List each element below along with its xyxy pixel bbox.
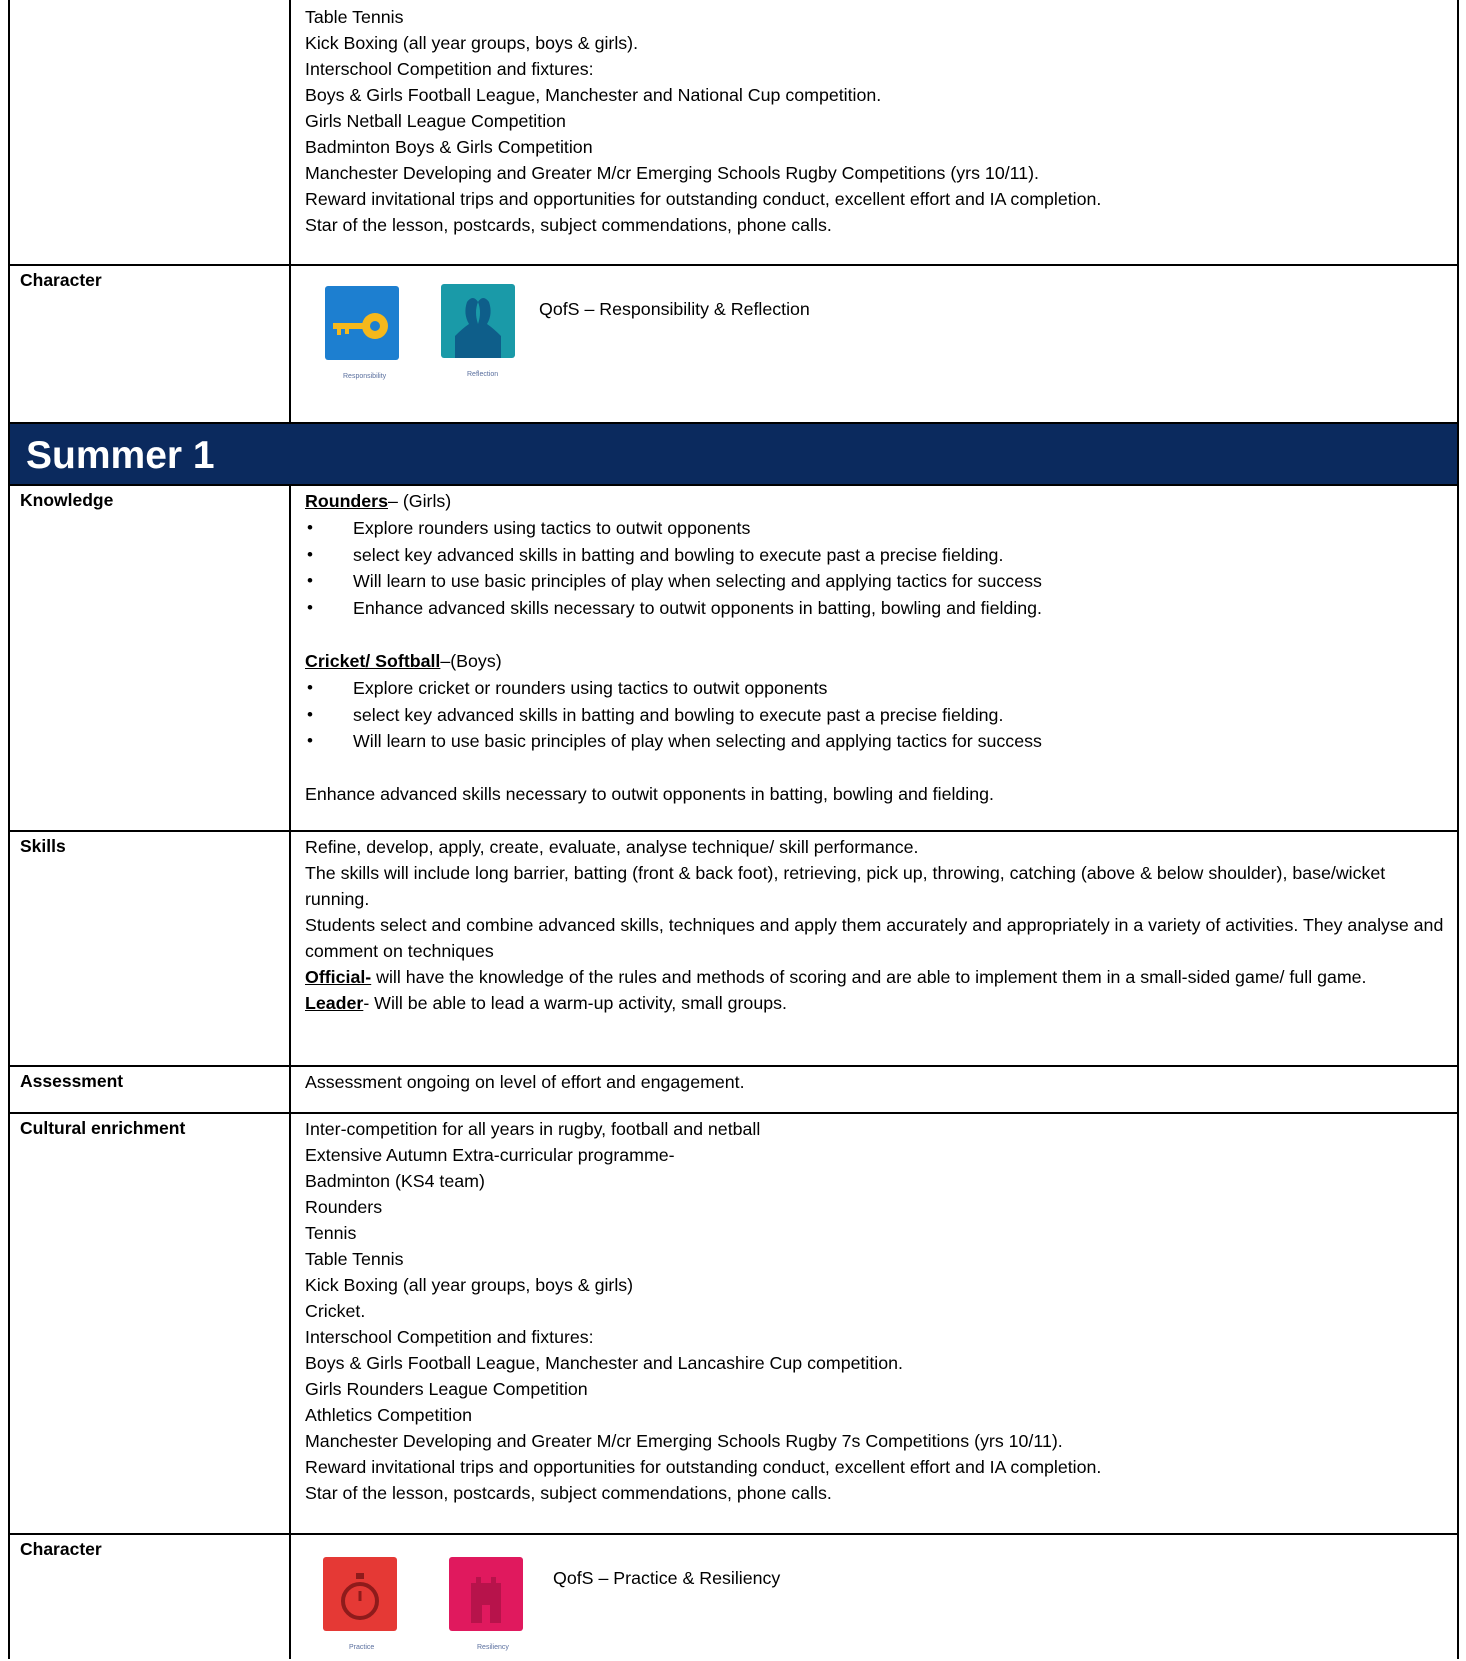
list-item: • Explore rounders using tactics to outwit opponents <box>305 515 1445 542</box>
icon-caption: Practice <box>349 1644 375 1651</box>
list-item: Tennis <box>305 1223 357 1243</box>
cricket-suffix: –(Boys) <box>440 650 502 671</box>
spacer <box>305 755 1445 781</box>
rounders-title: Rounders <box>305 491 388 511</box>
rounders-bullets <box>305 515 1445 622</box>
list-item: Star of the lesson, postcards, subject commendations, phone calls. <box>305 215 832 235</box>
cultural-content <box>291 1114 1457 1533</box>
list-item: • Will learn to use basic principles of play when selecting and applying tactics for success <box>305 568 1445 595</box>
assessment-row <box>8 1067 1459 1114</box>
list-item: Badminton (KS4 team) <box>305 1171 485 1191</box>
list-item: Athletics Competition <box>305 1405 473 1425</box>
list-item: Badminton Boys & Girls Competition <box>305 137 593 157</box>
cricket-title: Cricket/ Softball <box>305 650 441 671</box>
list-item: Interschool Competition and fixtures: <box>305 59 594 79</box>
list-item: • Will learn to use basic principles of play when selecting and applying tactics for success <box>305 728 1445 755</box>
list-item: Boys & Girls Football League, Manchester and Lancashire Cup competition. <box>305 1353 903 1373</box>
list-item: Star of the lesson, postcards, subject commendations, phone calls. <box>305 1483 832 1503</box>
character-content <box>291 266 1457 422</box>
leader-text: - Will be able to lead a warm-up activity, small groups. <box>363 993 787 1013</box>
official-title: Official- <box>305 967 372 987</box>
list-item: Table Tennis <box>305 1249 404 1269</box>
list-item: • select key advanced skills in batting and bowling to execute past a precise fielding. <box>305 702 1445 729</box>
row-label-character: Character <box>10 1535 291 1659</box>
qofs-text: QofS – Practice & Resiliency <box>553 1568 781 1588</box>
list-item: Reward invitational trips and opportunities for outstanding conduct, excellent effort and IA completion. <box>305 189 1102 209</box>
assessment-content <box>291 1067 1457 1112</box>
cultural-continued-list <box>291 0 1457 264</box>
character-content <box>291 1535 1457 1659</box>
leader-title: Leader <box>305 993 364 1013</box>
skills-paragraph: Refine, develop, apply, create, evaluate, analyse technique/ skill performance. <box>305 837 919 857</box>
row-label-cultural: Cultural enrichment <box>10 1114 291 1533</box>
cultural-enrichment-row <box>8 1114 1459 1535</box>
icon-caption: Reflection <box>467 371 499 378</box>
list-item: Table Tennis <box>305 7 404 27</box>
list-item: • Explore cricket or rounders using tactics to outwit opponents <box>305 675 1445 702</box>
icon-caption: Resiliency <box>477 1644 509 1651</box>
official-text: will have the knowledge of the rules and methods of scoring and are able to implement them in a small-sided game/ full game. <box>371 967 1367 987</box>
key-icon <box>325 286 399 360</box>
list-item: Kick Boxing (all year groups, boys & girls) <box>305 1275 634 1295</box>
knowledge-closing: Enhance advanced skills necessary to outwit opponents in batting, bowling and fielding. <box>305 784 994 805</box>
list-item: Kick Boxing (all year groups, boys & girls). <box>305 33 639 53</box>
qofs-text: QofS – Responsibility & Reflection <box>539 299 810 319</box>
list-item: • Enhance advanced skills necessary to outwit opponents in batting, bowling and fielding. <box>305 595 1445 622</box>
spacer <box>305 622 1445 648</box>
knowledge-row <box>8 486 1459 832</box>
list-item: Girls Netball League Competition <box>305 111 566 131</box>
skills-paragraph: The skills will include long barrier, batting (front & back foot), retrieving, pick up, throwing, catching (above & below shoulder), base/wicket running. <box>305 863 1386 909</box>
section-title: Summer 1 <box>26 434 215 477</box>
list-item: Manchester Developing and Greater M/cr Emerging Schools Rugby Competitions (yrs 10/11). <box>305 163 1039 183</box>
icon-caption: Responsibility <box>343 373 387 380</box>
castle-icon <box>449 1557 523 1631</box>
cricket-bullets <box>305 675 1445 755</box>
row-label-character: Character <box>10 266 291 422</box>
rounders-heading <box>305 488 1445 515</box>
leader-paragraph <box>305 990 1445 1016</box>
list-item: Reward invitational trips and opportunities for outstanding conduct, excellent effort and IA completion. <box>305 1457 1102 1477</box>
character-row-1 <box>8 266 1459 424</box>
list-item: Interschool Competition and fixtures: <box>305 1327 594 1347</box>
row-label-empty <box>10 0 291 264</box>
skills-row <box>8 832 1459 1067</box>
skills-content <box>291 832 1457 1065</box>
list-item: Boys & Girls Football League, Manchester and National Cup competition. <box>305 85 882 105</box>
list-item: Extensive Autumn Extra-curricular programme- <box>305 1145 675 1165</box>
character-row-2 <box>8 1535 1459 1659</box>
reflection-icon <box>441 284 515 358</box>
rounders-suffix: – (Girls) <box>388 491 452 511</box>
list-item: Rounders <box>305 1197 383 1217</box>
curriculum-document <box>8 0 1462 1659</box>
list-item: Manchester Developing and Greater M/cr Emerging Schools Rugby 7s Competitions (yrs 10/11). <box>305 1431 1063 1451</box>
cultural-enrichment-continued-row <box>8 0 1459 266</box>
official-paragraph <box>305 964 1445 990</box>
row-label-assessment: Assessment <box>10 1067 291 1112</box>
list-item: Girls Rounders League Competition <box>305 1379 588 1399</box>
row-label-skills: Skills <box>10 832 291 1065</box>
row-label-knowledge: Knowledge <box>10 486 291 830</box>
list-item: Cricket. <box>305 1301 366 1321</box>
cricket-heading <box>305 648 1445 675</box>
stopwatch-icon <box>323 1557 397 1631</box>
assessment-text: Assessment ongoing on level of effort and engagement. <box>305 1072 745 1092</box>
list-item: • select key advanced skills in batting and bowling to execute past a precise fielding. <box>305 542 1445 569</box>
list-item: Inter-competition for all years in rugby, football and netball <box>305 1119 761 1139</box>
skills-paragraph: Students select and combine advanced skills, techniques and apply them accurately and appropriately in a variety of activities. They analyse and comment on techniques <box>305 915 1444 961</box>
section-band <box>8 424 1459 486</box>
knowledge-content <box>291 486 1457 830</box>
